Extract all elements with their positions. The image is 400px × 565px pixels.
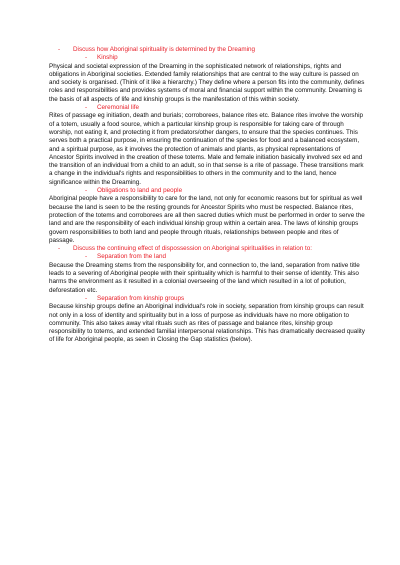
paragraph-separation-land: Because the Dreaming stems from the responsibility for, and connection to, the land, separation from native title leads to a severing of Aboriginal people with their spirituality which is harmful to their sense of identity. This also harms the environment as it resulted in a colonial overseeing of the land which resulted in a lot of pollution, deforestation etc.	[49, 261, 360, 294]
bullet-dash: -	[58, 46, 61, 53]
document-content	[49, 46, 365, 345]
paragraph-obligations: Aboriginal people have a responsibility to care for the land, not only for economic reasons but for spiritual as well because the land is seen to be the resting grounds for Ancestor Spirits who must be respected. Balance rites, protection of the totems and corroborees are all then sacred duties which must be performed in order to serve the land and are the responsibility of each individual kinship group within a certain area. The laws of kinship groups govern responsibilities to both land and people through rituals, relationships between people and rites of passage.	[49, 195, 365, 244]
heading-dispossession	[49, 245, 365, 253]
bullet-dash: -	[58, 245, 61, 253]
subheading-ceremonial-life-text: Ceremonial life	[97, 104, 139, 112]
bullet-dash: -	[85, 187, 88, 195]
subheading-obligations	[49, 187, 365, 195]
heading-dreaming	[49, 46, 365, 54]
bullet-dash: -	[85, 294, 88, 302]
subheading-kinship-text: Kinship	[97, 54, 118, 62]
bullet-dash: -	[85, 253, 88, 261]
subheading-separation-kinship	[49, 295, 365, 303]
subheading-separation-kinship-text: Separation from kinship groups	[97, 294, 185, 302]
heading-dreaming-text: Discuss how Aboriginal spirituality is determined by the Dreaming	[73, 46, 255, 53]
subheading-ceremonial-life	[49, 104, 365, 112]
bullet-dash: -	[85, 54, 88, 62]
bullet-dash: -	[85, 104, 88, 112]
subheading-kinship	[49, 54, 365, 62]
paragraph-separation-kinship: Because kinship groups define an Aboriginal individual's role in society, separation from kinship groups can result not only in a loss of identity and spirituality but in a loss of purpose as individuals have no more obligation to community. This also takes away vital rituals such as rites of passage and balance rites, kinship group responsibility to totems, and extended familial interpersonal relationships. This has dramatically decreased quality of life for Aboriginal people, as seen in Closing the Gap statistics (below).	[49, 303, 365, 344]
paragraph-ceremonial-life: Rites of passage eg initiation, death and burials; corroborees, balance rites etc. Balance rites involve the worship of a totem, usually a food source, which a particular kinship group is responsible for taking care of through worship, not eating it, and protecting it from predators/other dangers, to ensure that the species continues. This serves both a practical purpose, in ensuring the continuation of the species for food and a balanced ecosystem, and a spiritual purpose, as it involves the protection of animals and plants, as physical representations of Ancestor Spirits involved in the creation of these totems. Male and female initiation basically involved sex ed and the transition of an individual from a child to an adult, so in that sense is a rite of passage. These transitions mark a change in the individual's rights and responsibilities to others in the community and to the land, hence significance within the Dreaming.	[49, 112, 364, 186]
heading-dispossession-text: Discuss the continuing effect of dispossession on Aboriginal spiritualities in relation to:	[73, 245, 312, 253]
subheading-separation-land-text: Separation from the land	[97, 253, 166, 261]
subheading-obligations-text: Obligations to land and people	[97, 187, 183, 195]
subheading-separation-land	[49, 253, 365, 261]
paragraph-kinship: Physical and societal expression of the Dreaming in the sophisticated network of relationships, rights and obligations in Aboriginal societies. Extended family relationships that are central to the way culture is passed on and society is organised. (Think of it like a hierarchy.) They define where a person fits into the community, defines roles and responsibilities and provides systems of moral and financial support within the community. Dreaming is the basis of all aspects of life and kinship groups is the manifestation of this within society.	[49, 62, 365, 103]
